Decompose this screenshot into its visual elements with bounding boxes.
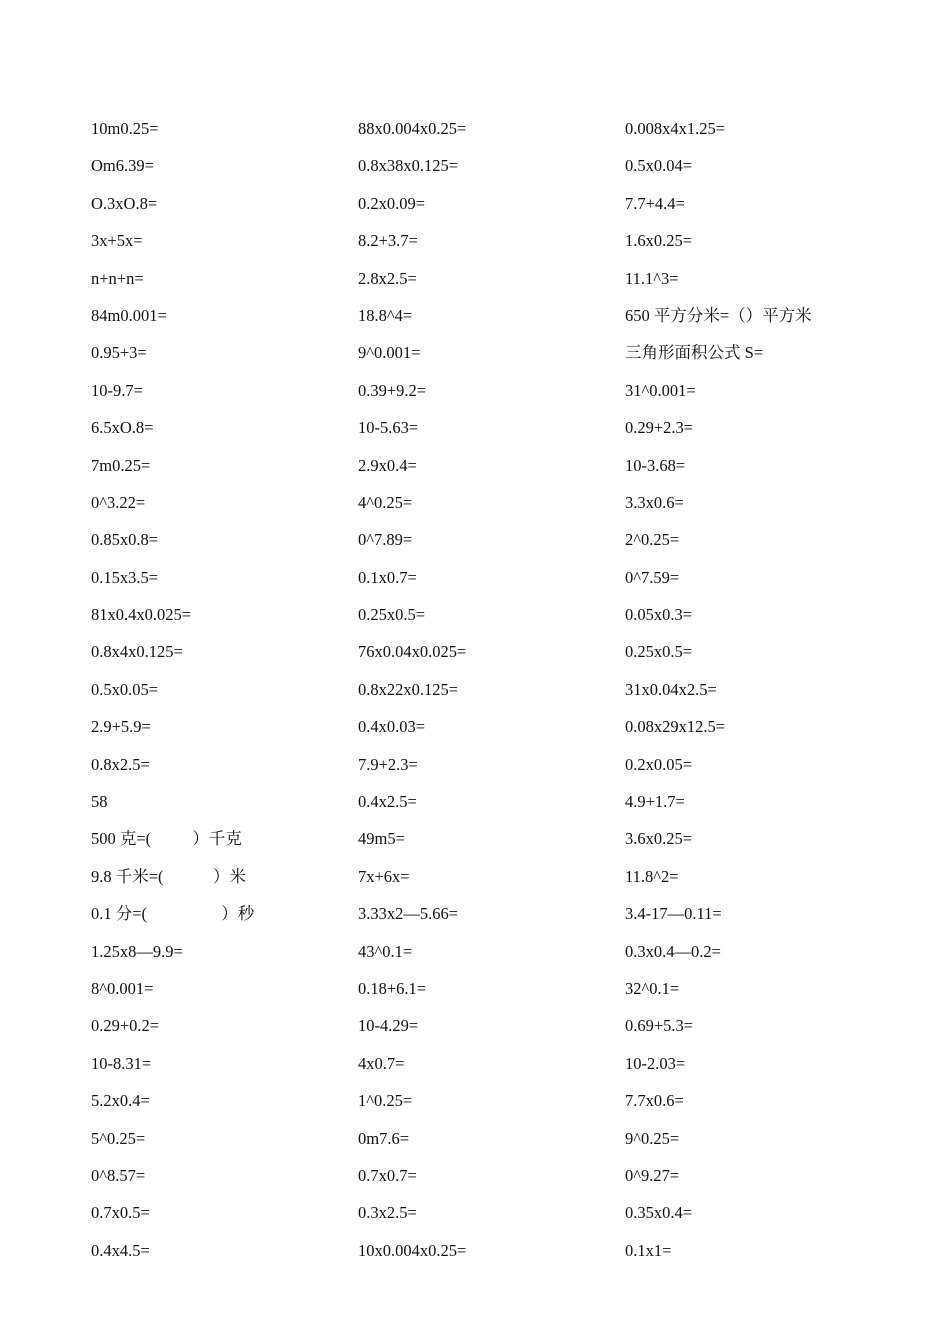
problem-item: 0.18+6.1= <box>358 978 427 998</box>
column-1 <box>91 112 351 1271</box>
problem-item: 0^7.59= <box>625 567 680 587</box>
problem-item: 9^0.25= <box>625 1128 680 1148</box>
problem-item: 43^0.1= <box>358 941 413 961</box>
problem-item: 11.8^2= <box>625 866 679 886</box>
problem-item: 0^8.57= <box>91 1165 146 1185</box>
problem-item: 2^0.25= <box>625 530 680 550</box>
problem-item: O.3xO.8= <box>91 193 158 213</box>
problem-item: 18.8^4= <box>358 305 413 325</box>
problem-item: 9.8 千米=( ）米 <box>91 866 247 886</box>
problem-item: 0.1x1= <box>625 1240 672 1260</box>
problem-item: 0.85x0.8= <box>91 530 159 550</box>
problem-item: 5.2x0.4= <box>91 1091 150 1111</box>
problem-item: 32^0.1= <box>625 978 680 998</box>
problem-item: 0.5x0.05= <box>91 679 159 699</box>
problem-item: 0.29+2.3= <box>625 418 694 438</box>
problem-item: 58 <box>91 792 108 812</box>
problem-item: 8^0.001= <box>91 978 154 998</box>
problem-item: 0^7.89= <box>358 530 413 550</box>
problem-item: 0.008x4x1.25= <box>625 119 726 138</box>
problem-item: 三角形面积公式 S= <box>625 343 764 363</box>
problem-item: 0.8x4x0.125= <box>91 642 183 662</box>
problem-item: 0^3.22= <box>91 492 146 512</box>
problem-item: 31^0.001= <box>625 380 696 400</box>
problem-item: 1.25x8—9.9= <box>91 941 183 961</box>
problem-item: 0.5x0.04= <box>625 156 693 176</box>
problem-item: 500 克=( ）千克 <box>91 829 242 849</box>
problem-item: 1^0.25= <box>358 1091 413 1111</box>
problem-item: 0.39+9.2= <box>358 380 427 400</box>
problem-item: 0.05x0.3= <box>625 605 693 625</box>
problem-item: 3.6x0.25= <box>625 829 693 849</box>
problem-item: 10-4.29= <box>358 1016 419 1036</box>
problem-item: 0.25x0.5= <box>625 642 693 662</box>
problem-item: 0.8x22x0.125= <box>358 679 459 699</box>
problem-item: n+n+n= <box>91 268 144 288</box>
column-3 <box>625 112 925 1271</box>
problem-item: 10-8.31= <box>91 1053 152 1073</box>
problem-item: 9^0.001= <box>358 343 421 363</box>
problem-item: 2.9x0.4= <box>358 455 417 475</box>
problem-item: 0.7x0.5= <box>91 1203 150 1223</box>
problem-item: 11.1^3= <box>625 268 679 288</box>
problem-item: 5^0.25= <box>91 1128 146 1148</box>
problem-item: 7.7+4.4= <box>625 193 685 213</box>
problem-item: 7.7x0.6= <box>625 1091 684 1111</box>
problem-item: 31x0.04x2.5= <box>625 679 717 699</box>
problem-item: 76x0.04x0.025= <box>358 642 467 662</box>
problem-item: 1.6x0.25= <box>625 231 693 251</box>
problem-item: 0.29+0.2= <box>91 1016 160 1036</box>
problem-item: 10-2.03= <box>625 1053 686 1073</box>
problem-item: 4^0.25= <box>358 492 413 512</box>
column-2 <box>358 112 618 1271</box>
problem-item: 0m7.6= <box>358 1128 410 1148</box>
problem-item: 4x0.7= <box>358 1053 405 1073</box>
problem-item: 0.69+5.3= <box>625 1016 694 1036</box>
problem-item: 88x0.004x0.25= <box>358 119 467 138</box>
problem-item: 10x0.004x0.25= <box>358 1240 467 1260</box>
problem-item: 7x+6x= <box>358 866 410 886</box>
problem-item: 10m0.25= <box>91 119 159 138</box>
problem-item: 6.5xO.8= <box>91 418 154 438</box>
problem-item: Om6.39= <box>91 156 154 176</box>
problem-item: 81x0.4x0.025= <box>91 605 192 625</box>
problem-item: 49m5= <box>358 829 405 849</box>
problem-item: 7.9+2.3= <box>358 754 418 774</box>
problem-item: 650 平方分米=（）平方米 <box>625 305 812 325</box>
problem-item: 10-5.63= <box>358 418 419 438</box>
problem-item: 0.4x4.5= <box>91 1240 150 1260</box>
problem-item: 0.3x0.4—0.2= <box>625 941 721 961</box>
problem-item: 4.9+1.7= <box>625 792 685 812</box>
problem-item: 3.4-17—0.11= <box>625 904 722 924</box>
problem-item: 3.3x0.6= <box>625 492 684 512</box>
problem-item: 0.8x2.5= <box>91 754 150 774</box>
problem-item: 3x+5x= <box>91 231 143 251</box>
problem-item: 10-9.7= <box>91 380 143 400</box>
problem-item: 0.1x0.7= <box>358 567 417 587</box>
problem-item: 10-3.68= <box>625 455 686 475</box>
problem-item: 0.4x2.5= <box>358 792 417 812</box>
problem-item: 0.25x0.5= <box>358 605 426 625</box>
problem-item: 0.2x0.09= <box>358 193 426 213</box>
problem-item: 0.1 分=( ）秒 <box>91 904 255 924</box>
problem-item: 0.2x0.05= <box>625 754 693 774</box>
problem-item: 0.8x38x0.125= <box>358 156 459 176</box>
problem-item: 0.95+3= <box>91 343 147 363</box>
problem-item: 7m0.25= <box>91 455 151 475</box>
problem-item: 84m0.001= <box>91 305 167 325</box>
problem-item: 2.9+5.9= <box>91 717 151 737</box>
problem-item: 0.4x0.03= <box>358 717 426 737</box>
problem-item: 0.08x29x12.5= <box>625 717 726 737</box>
problem-item: 0.7x0.7= <box>358 1165 417 1185</box>
problem-item: 2.8x2.5= <box>358 268 417 288</box>
problem-item: 0^9.27= <box>625 1165 680 1185</box>
problem-item: 0.3x2.5= <box>358 1203 417 1223</box>
problem-item: 8.2+3.7= <box>358 231 418 251</box>
problem-item: 3.33x2—5.66= <box>358 904 459 924</box>
problem-item: 0.35x0.4= <box>625 1203 693 1223</box>
problem-item: 0.15x3.5= <box>91 567 159 587</box>
